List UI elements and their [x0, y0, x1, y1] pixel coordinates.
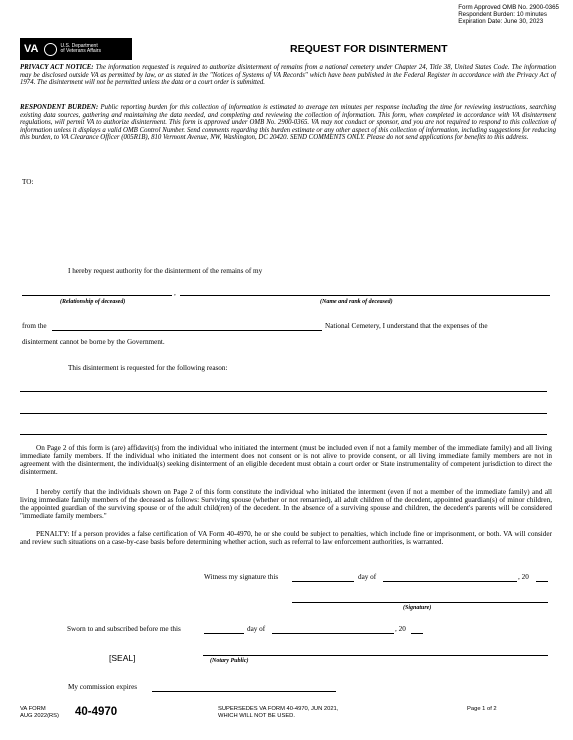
va-logo — [20, 38, 132, 60]
omb-block — [458, 4, 559, 25]
reason-text: This disinterment is requested for the following reason: — [68, 364, 228, 372]
witness-year-field[interactable] — [536, 581, 548, 582]
signature-caption: (Signature) — [403, 605, 432, 611]
footer-form-number: 40-4970 — [75, 706, 118, 718]
expiration-date: Expiration Date: June 30, 2023 — [458, 18, 544, 25]
reason-line-2[interactable] — [20, 413, 547, 414]
va-logo-abbr: VA — [24, 43, 39, 55]
cemetery-field[interactable] — [52, 330, 322, 331]
commission-field[interactable] — [152, 691, 336, 692]
sworn-day-field[interactable] — [204, 633, 244, 634]
footer-supersedes: SUPERSEDES VA FORM 40-4970, JUN 2021, WHICH WILL NOT BE USED. — [218, 706, 339, 719]
witness-prefix: Witness my signature this — [204, 573, 279, 581]
witness-year-prefix: , 20 — [518, 573, 529, 581]
penalty-paragraph: PENALTY: If a person provides a false certification of VA Form 40-4970, he or she could be subject to penalties, which include fine or imprisonment, or both. VA will consider and review such situations on a case-by-case basis before determining whether action, such as referral to law enforcement authorities, is warranted. — [20, 530, 552, 546]
relationship-caption: (Relationship of deceased) — [60, 299, 126, 305]
certification-paragraph: I hereby certify that the individuals shown on Page 2 of this form constitute the individual who initiated the interment (even if not a member of the immediate family) and all living immediate family members of the deceased as follows: Surviving spouse (whether or not remarried), all adult children of the decedent, appointed guardian(s) of minor children, the appointed guardian of the surviving spouse or of the adult child(ren) of the decedent. In the absence of a surviving spouse and children, the decedent's parents will be considered "immediate family members." — [20, 488, 552, 520]
va-seal-icon — [44, 43, 57, 56]
footer-page-number: Page 1 of 2 — [467, 706, 497, 712]
sworn-year-field[interactable] — [411, 633, 423, 634]
name-caption: (Name and rank of deceased) — [320, 299, 393, 305]
form-title: REQUEST FOR DISINTERMENT — [290, 43, 448, 55]
burden-heading: RESPONDENT BURDEN: — [20, 104, 99, 111]
affidavit-paragraph: On Page 2 of this form is (are) affidavit(s) from the individual who initiated the interment (must be included even if not a family member of the immediate family) and all living immediate family members. If the individual who initiated the interment does not consent or is not alive to provide consent, or all living immediate family members are not in agreement with the disinterment, the individual(s) seeking disinterment of an eligible decedent must obtain a court order or State instrumentality of competent jurisdiction to direct the disinterment. — [20, 444, 552, 476]
commission-label: My commission expires — [68, 683, 138, 691]
privacy-text: The information requested is required to authorize disinterment of remains from a national cemetery under Chapter 24, Title 38, United States Code. The information may be disclosed outside VA as permitted by law, or as stated in the "Notices of Systems of VA Records" which have been published in the Federal Register in accordance with the Privacy Act of 1974. The disinterment will not be permitted unless the data or a court order is submitted. — [20, 64, 557, 87]
respondent-burden-notice — [20, 104, 556, 142]
notary-caption: (Notary Public) — [210, 658, 249, 664]
reason-line-3[interactable] — [20, 434, 547, 435]
signature-field[interactable] — [292, 602, 548, 603]
request-text: I hereby request authority for the disinterment of the remains of my — [68, 267, 263, 275]
sworn-prefix: Sworn to and subscribed before me this — [67, 625, 181, 633]
omb-number: Form Approved OMB No. 2900-0365 — [458, 4, 559, 11]
privacy-heading: PRIVACY ACT NOTICE: — [20, 64, 94, 71]
privacy-act-notice — [20, 64, 556, 87]
deceased-name-field[interactable] — [180, 295, 550, 296]
from-label: from the — [22, 322, 47, 330]
footer-form-info — [20, 706, 59, 720]
witness-day-of: day of — [358, 573, 377, 581]
notary-field[interactable] — [203, 655, 548, 656]
reason-line-1[interactable] — [20, 391, 547, 392]
expense-text: disinterment cannot be borne by the Government. — [22, 338, 165, 346]
respondent-burden: Respondent Burden: 10 minutes — [458, 11, 547, 18]
witness-day-field[interactable] — [292, 581, 354, 582]
footer-form-label: VA FORM — [20, 706, 46, 712]
sworn-day-of: day of — [247, 625, 266, 633]
sworn-year-prefix: , 20 — [395, 625, 406, 633]
witness-month-field[interactable] — [383, 581, 517, 582]
seal-label: [SEAL] — [109, 653, 136, 663]
national-cemetery-text: National Cemetery, I understand that the expenses of the — [325, 322, 488, 330]
va-logo-text: U.S. Department of Veterans Affairs — [60, 42, 101, 54]
sworn-month-field[interactable] — [272, 633, 394, 634]
footer-form-date: AUG 2022(RS) — [20, 713, 59, 719]
to-label: TO: — [22, 178, 34, 186]
relationship-field[interactable] — [22, 295, 172, 296]
burden-text: Public reporting burden for this collection of information is estimated to average ten minutes per response including the time for reviewing instructions, searching existing data sources, gathering and maintaining the data needed, and completing and reviewing the collection of information. This form, when completed in accordance with VA disinterment regulations, will permit VA to authorize disinterment. This form is approved under OMB No. 2900-0365. VA may not conduct or sponsor, and you are not required to respond to this collection of information unless it displays a valid OMB Control Number. Send comments regarding this burden estimate or any other aspect of this collection of information, including suggestions for reducing this burden, to VA Clearance Officer (005R1B), 810 Vermont Avenue, NW, Washington, DC 20420. SEND COMMENTS ONLY. Please do not send applications for benefits to this address. — [20, 104, 557, 142]
